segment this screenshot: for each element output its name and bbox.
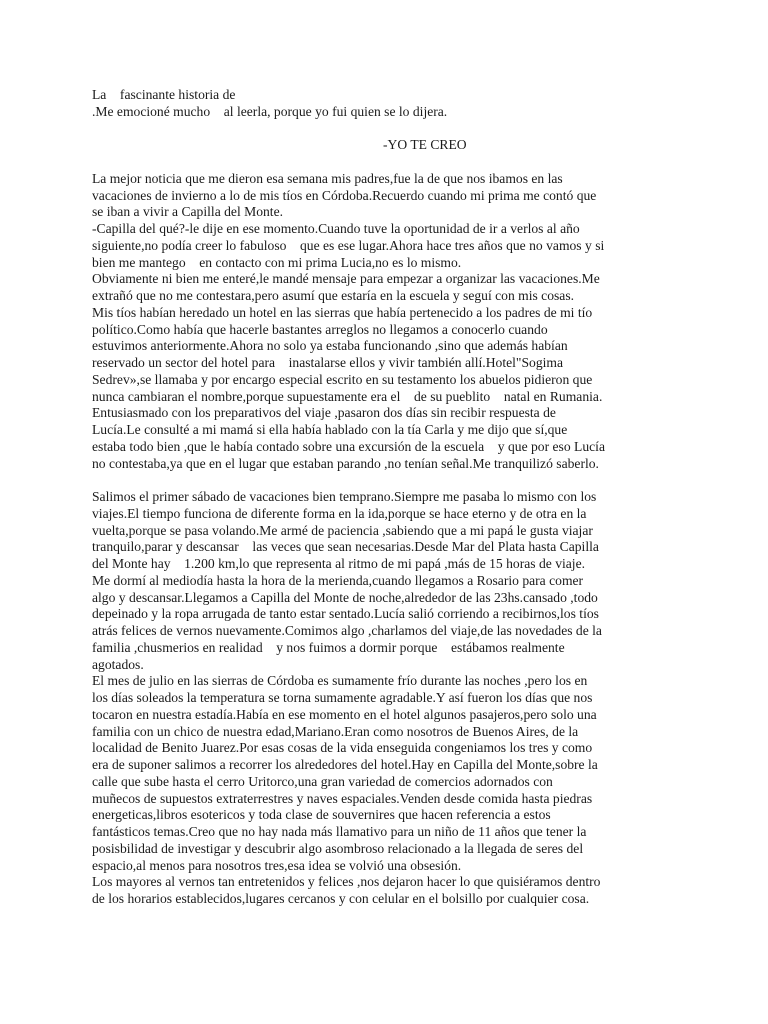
text-line: algo y descansar.Llegamos a Capilla del Monte de noche,alrededor de las 23hs.cansado ,todo <box>92 589 598 605</box>
paragraph-1 <box>92 171 682 473</box>
document-page <box>92 87 682 908</box>
paragraph-2 <box>92 489 682 908</box>
text-line: extrañó que no me contestara,pero asumí que estaría en la escuela y seguí con mis cosas. <box>92 288 575 303</box>
text-line: -Capilla del qué?-le dije en ese momento.Cuando tuve la oportunidad de ir a verlos al año <box>92 221 580 236</box>
text-line: Me dormí al mediodía hasta la hora de la merienda,cuando llegamos a Rosario para comer <box>92 572 584 588</box>
header-line: .Me emocioné mucho al leerla, porque yo fui quien se lo dijera. <box>92 103 448 119</box>
text-line: nunca cambiaran el nombre,porque supuestamente era el de su pueblito natal en Rumania. <box>92 388 603 404</box>
text-line: siguiente,no podía creer lo fabuloso que es ese lugar.Ahora hace tres años que no vamos y si <box>92 237 605 253</box>
text-line: vacaciones de invierno a lo de mis tíos en Córdoba.Recuerdo cuando mi prima me contó que <box>92 187 597 203</box>
text-line: estaba todo bien ,que le había contado sobre una excursión de la escuela y que por eso Lucía <box>92 438 605 454</box>
text-line: calle que sube hasta el cerro Uritorco,una gran variedad de comercios adornados con <box>92 773 553 789</box>
text-line: reservado un sector del hotel para inastalarse ellos y vivir también allí.Hotel"Sogima <box>92 355 563 370</box>
text-line: espacio,al menos para nosotros tres,esa idea se volvió una obsesión. <box>92 857 462 873</box>
spacer <box>92 472 682 489</box>
text-line: muñecos de supuestos extraterrestres y naves espaciales.Venden desde comida hasta piedras <box>92 790 593 806</box>
text-line: bien me mantego en contacto con mi prima Lucia,no es lo mismo. <box>92 254 462 270</box>
text-line: Entusiasmado con los preparativos del viaje ,pasaron dos días sin recibir respuesta de <box>92 405 556 421</box>
text-line: vuelta,porque se pasa volando.Me armé de paciencia ,sabiendo que a mi papá le gusta viajar <box>92 522 593 538</box>
text-line: no contestaba,ya que en el lugar que estaban parando ,no tenían señal.Me tranquilizó saberlo. <box>92 455 599 471</box>
spacer <box>92 154 682 171</box>
story-title: -YO TE CREO <box>383 137 467 153</box>
text-line: Salimos el primer sábado de vacaciones bien temprano.Siempre me pasaba lo mismo con los <box>92 489 597 504</box>
text-line: Los mayores al vernos tan entretenidos y felices ,nos dejaron hacer lo que quisiéramos dentro <box>92 874 601 890</box>
text-line: Obviamente ni bien me enteré,le mandé mensaje para empezar a organizar las vacaciones.Me <box>92 271 600 287</box>
text-line: atrás felices de vernos nuevamente.Comimos algo ,charlamos del viaje,de las novedades de la <box>92 623 602 638</box>
text-line: depeinado y la ropa arrugada de tanto estar sentado.Lucía salió corriendo a recibirnos,los tíos <box>92 606 599 622</box>
text-line: fantásticos temas.Creo que no hay nada más llamativo para un niño de 11 años que tener la <box>92 824 587 839</box>
document-header <box>92 87 682 121</box>
spacer <box>92 121 682 138</box>
text-line: El mes de julio en las sierras de Córdoba es sumamente frío durante las noches ,pero los en <box>92 673 588 689</box>
text-line: tranquilo,parar y descansar las veces que sean necesarias.Desde Mar del Plata hasta Capilla <box>92 539 599 555</box>
text-line: de los horarios establecidos,lugares cercanos y con celular en el bolsillo por cualquier cosa. <box>92 891 590 906</box>
text-line: La mejor noticia que me dieron esa semana mis padres,fue la de que nos ibamos en las <box>92 170 563 186</box>
text-line: era de suponer salimos a recorrer los alrededores del hotel.Hay en Capilla del Monte,sobre la <box>92 757 598 772</box>
text-line: los días soleados la temperatura se torna sumamente agradable.Y así fueron los días que nos <box>92 690 593 705</box>
text-line: político.Como había que hacerle bastantes arreglos no llegamos a conocerlo cuando <box>92 321 548 337</box>
header-line: La fascinante historia de <box>92 87 236 102</box>
text-line: del Monte hay 1.200 km,lo que representa al ritmo de mi papá ,más de 15 horas de viaje. <box>92 556 586 571</box>
text-line: energeticas,libros esotericos y toda clase de souvernires que hacen referencia a estos <box>92 807 551 823</box>
text-line: familia ,chusmerios en realidad y nos fuimos a dormir porque estábamos realmente <box>92 639 565 655</box>
text-line: agotados. <box>92 656 144 672</box>
text-line: Sedrev»,se llamaba y por encargo especial escrito en su testamento los abuelos pidieron que <box>92 371 593 387</box>
text-line: viajes.El tiempo funciona de diferente forma en la ida,porque se hace eterno y de otra en la <box>92 505 587 521</box>
text-line: Lucía.Le consulté a mi mamá si ella había hablado con la tía Carla y me dijo que sí,que <box>92 422 568 437</box>
text-line: posisbilidad de investigar y descubrir algo asombroso relacionado a la llegada de seres del <box>92 840 584 856</box>
text-line: se iban a vivir a Capilla del Monte. <box>92 204 284 220</box>
text-line: localidad de Benito Juarez.Por esas cosas de la vida enseguida congeniamos los tres y como <box>92 740 593 756</box>
text-line: tocaron en nuestra estadía.Había en ese momento en el hotel algunos pasajeros,pero solo una <box>92 706 597 722</box>
text-line: Mis tíos habían heredado un hotel en las sierras que había pertenecido a los padres de mi tío <box>92 304 593 320</box>
text-line: estuvimos anteriormente.Ahora no solo ya estaba funcionando ,sino que además habían <box>92 338 568 354</box>
text-line: familia con un chico de nuestra edad,Mariano.Eran como nosotros de Buenos Aires, de la <box>92 723 579 739</box>
